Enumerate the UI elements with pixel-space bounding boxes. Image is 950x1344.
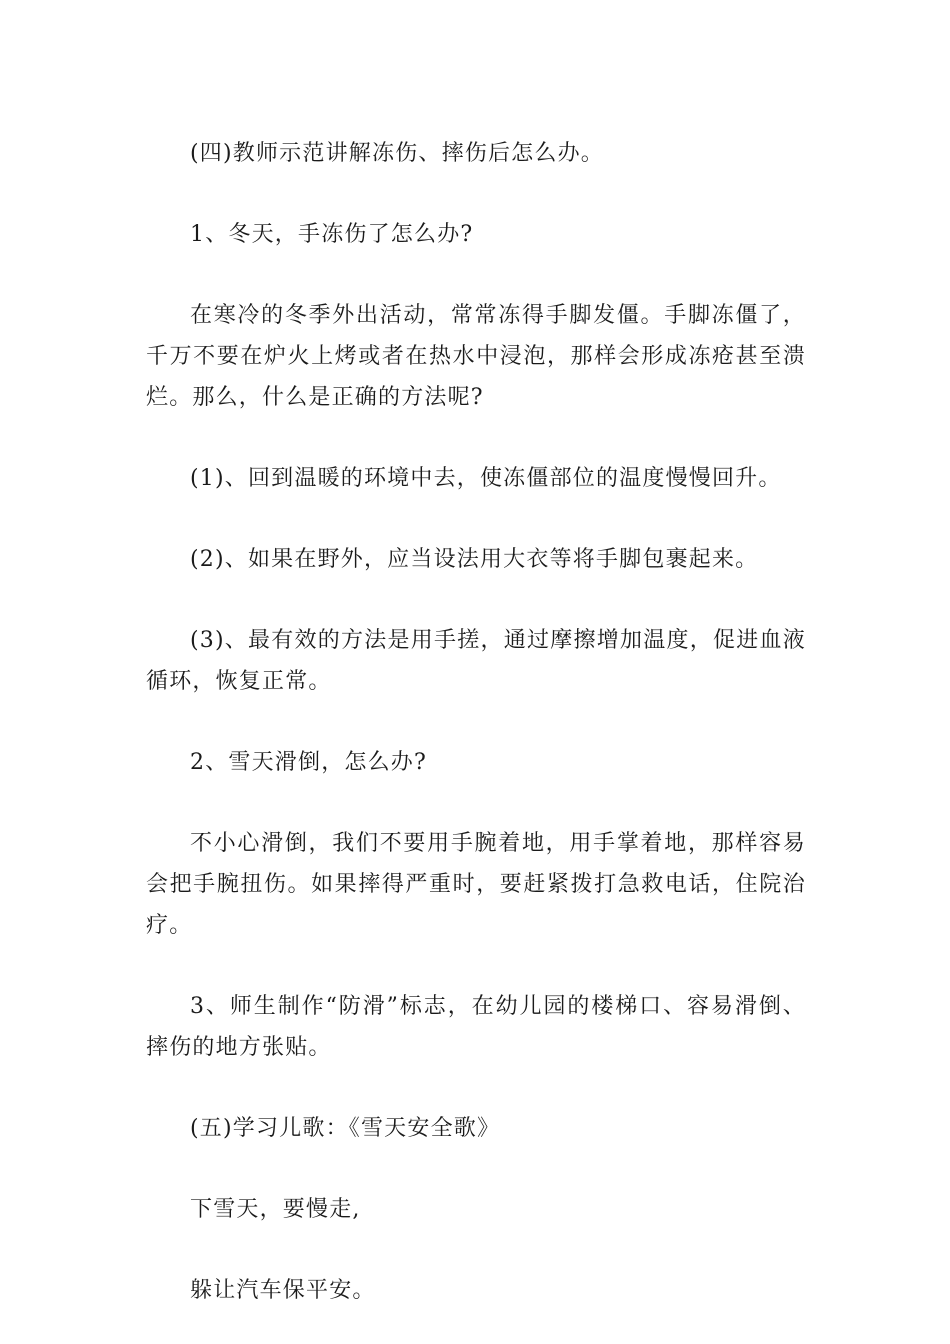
document-body — [146, 133, 806, 1311]
song-line-1: 下雪天，要慢走, — [190, 1197, 361, 1222]
item-3: 3、师生制作“防滑”标志，在幼儿园的楼梯口、容易滑倒、摔伤的地方张贴。 — [146, 994, 806, 1060]
paragraph-slip-advice: 不小心滑倒，我们不要用手腕着地，用手掌着地，那样容易会把手腕扭伤。如果摔得严重时，要赶紧拨打急救电话，住院治疗。 — [146, 831, 806, 938]
section-heading-4: (四)教师示范讲解冻伤、摔伤后怎么办。 — [190, 141, 604, 166]
step-3: (3)、最有效的方法是用手搓，通过摩擦增加温度，促进血液循环，恢复正常。 — [146, 628, 806, 694]
paragraph-frostbite-intro: 在寒冷的冬季外出活动，常常冻得手脚发僵。手脚冻僵了，千万不要在炉火上烤或者在热水中浸泡，那样会形成冻疮甚至溃烂。那么，什么是正确的方法呢? — [146, 303, 806, 410]
section-heading-5: (五)学习儿歌：《雪天安全歌》 — [190, 1116, 501, 1141]
question-2: 2、雪天滑倒，怎么办? — [190, 750, 427, 775]
step-1: (1)、回到温暖的环境中去，使冻僵部位的温度慢慢回升。 — [190, 466, 782, 491]
step-2: (2)、如果在野外，应当设法用大衣等将手脚包裹起来。 — [190, 547, 759, 572]
song-line-2: 躲让汽车保平安。 — [190, 1278, 376, 1303]
question-1: 1、冬天，手冻伤了怎么办? — [190, 222, 474, 247]
